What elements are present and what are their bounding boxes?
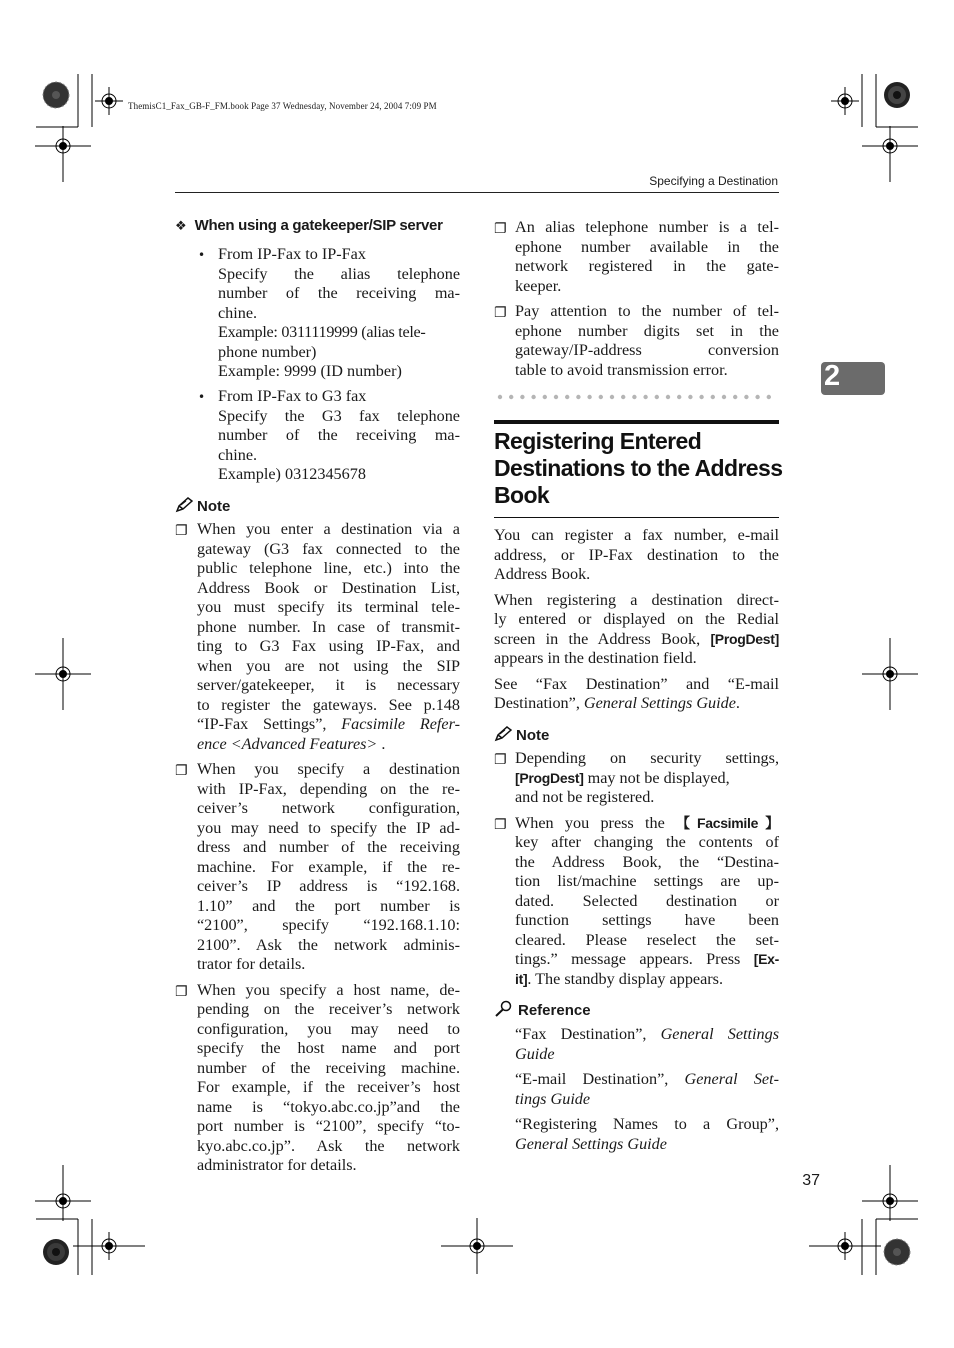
para-line: You can register a fax number, e-mail: [494, 526, 779, 544]
ref-line: [515, 1025, 779, 1045]
note-line: network registered in the gate-: [515, 257, 779, 275]
separator-dot: [587, 395, 591, 399]
chapter-tab: [821, 362, 885, 395]
separator-dot: [610, 395, 614, 399]
para-line: appears in the destination field.: [494, 649, 697, 667]
note-line: the Address Book, the “Destina-: [515, 852, 779, 871]
bullet-line: chine.: [218, 303, 258, 322]
ref-line: [515, 1115, 779, 1135]
separator-dot: [498, 395, 502, 399]
note-line: trator for details.: [197, 955, 306, 973]
note-line: keeper.: [515, 276, 562, 295]
bullet-line: phone number): [218, 342, 317, 361]
header-rule: [175, 192, 779, 193]
note-line: table to avoid transmission error.: [515, 360, 728, 379]
reference-item: [515, 1025, 779, 1064]
bullet-head: From IP-Fax to IP-Fax: [218, 245, 366, 263]
note-line: [515, 970, 779, 990]
para-line: [494, 630, 779, 650]
note-text: tings.” message appears. Press: [515, 950, 754, 968]
note-line: phone number. In case of transmit-: [197, 617, 460, 636]
note-line: ceiver’s IP address is “192.168.: [197, 877, 460, 895]
note-item: [494, 218, 779, 296]
bullet-item-ipfax-to-ipfax: [198, 245, 460, 382]
note-line: configuration, you may need to: [197, 1019, 460, 1038]
section-rule-bottom: [494, 517, 779, 518]
note-text: may not be displayed,: [583, 768, 730, 787]
para-line: Address Book.: [494, 565, 591, 583]
note-line: Address Book or Destination List,: [197, 578, 460, 597]
note-line: tion list/machine settings are up-: [515, 872, 779, 890]
note-line: dress and number of the receiving: [197, 838, 460, 856]
bullet-item-ipfax-to-g3: [198, 387, 460, 485]
note-line: you must specify its terminal tele-: [197, 598, 460, 616]
bullet-line: number of the receiving ma-: [218, 426, 460, 444]
separator-dot: [744, 395, 748, 399]
note-line: When you specify a destination: [197, 760, 460, 778]
page-number: 37: [802, 1172, 820, 1189]
magnifier-reference-icon: [494, 1000, 514, 1018]
bullet-line: chine.: [218, 445, 258, 464]
note-heading: [175, 497, 230, 516]
exit-key-label: it]: [515, 970, 528, 987]
reference-list: [515, 1025, 779, 1154]
facsimile-key-label: 【Facsimile】: [676, 814, 779, 831]
separator-dot: [733, 395, 737, 399]
ref-line: Guide: [515, 1044, 555, 1063]
bullet-line: Example) 0312345678: [218, 465, 366, 483]
note-line: ephone number digits set in the: [515, 321, 779, 340]
note-line: [197, 715, 460, 735]
para-line: [494, 694, 779, 714]
reference-item: [515, 1115, 779, 1154]
section-rule-top: [494, 420, 779, 424]
file-info: ThemisC1_Fax_GB-F_FM.book Page 37 Wednesday, November 24, 2004 7:09 PM: [128, 101, 437, 111]
xref-text: “IP-Fax Settings”,: [197, 715, 342, 733]
note-line: when you are not using the SIP: [197, 656, 460, 675]
separator-dot: [576, 395, 580, 399]
note-line: name is “tokyo.abc.co.jp”and the: [197, 1097, 460, 1116]
section-title-line: Book: [494, 482, 550, 508]
separator-dot: [699, 395, 703, 399]
note-line: 1.10” and the port number is: [197, 896, 460, 915]
separator-dot: [643, 395, 647, 399]
note-line: 2100”. Ask the network adminis-: [197, 935, 460, 954]
paragraph: [494, 675, 779, 714]
note-line: ephone number available in the: [515, 237, 779, 256]
bullet-line: number of the receiving ma-: [218, 284, 460, 302]
ref-line: General Settings Guide: [515, 1134, 667, 1153]
pencil-note-icon: [175, 497, 193, 513]
diamond-bullet-icon: ❖: [175, 219, 187, 234]
para-text: Destination”,: [494, 694, 584, 712]
note-line: key after changing the contents of: [515, 833, 779, 851]
note-line: ceiver’s network configuration,: [197, 799, 460, 817]
note-line: ting to G3 Fax using IP-Fax, and: [197, 637, 460, 655]
para-line: address, or IP-Fax destination to the: [494, 545, 779, 564]
bullet-line: Specify the G3 fax telephone: [218, 406, 460, 425]
note-line: When you enter a destination via a: [197, 520, 460, 538]
note-list-right: [494, 749, 779, 989]
note-heading: [494, 726, 549, 745]
note-line: dated. Selected destination or: [515, 891, 779, 910]
checkbox-bullet-icon: ❐: [494, 305, 507, 321]
checkbox-bullet-icon: ❐: [175, 763, 188, 779]
section-body: [494, 526, 779, 714]
section-title: [494, 428, 784, 509]
separator-dot: [677, 395, 681, 399]
section-title-line: Registering Entered: [494, 428, 702, 454]
note-line: An alias telephone number is a tel-: [515, 218, 779, 236]
checkbox-bullet-icon: ❐: [494, 816, 507, 833]
note-item: [175, 760, 460, 975]
progdest-key-label: [ProgDest]: [515, 769, 584, 786]
running-head: Specifying a Destination: [649, 174, 778, 188]
separator-dot: [621, 395, 625, 399]
note-item: [494, 814, 779, 990]
chapter-number: 2: [824, 360, 841, 392]
note-line: When you specify a host name, de-: [197, 980, 460, 999]
note-line: with IP-Fax, depending on the re-: [197, 779, 460, 798]
note-line: you may need to specify the IP ad-: [197, 818, 460, 837]
note-line: machine. For example, if the re-: [197, 857, 460, 876]
note-line: server/gatekeeper, it is necessary: [197, 676, 460, 694]
note-list-left: [175, 520, 460, 1176]
note-line: function settings have been: [515, 911, 779, 929]
note-text: . The standby display appears.: [527, 969, 724, 988]
xref-guide: ence <Advanced Features>: [197, 734, 378, 753]
note-item: [494, 749, 779, 808]
separator-dot: [509, 395, 513, 399]
section-title-line: Destinations to the Address: [494, 455, 783, 481]
para-line: When registering a destination direct-: [494, 590, 779, 609]
note-line: pending on the receiver’s network: [197, 1000, 460, 1018]
separator-dot: [722, 395, 726, 399]
note-line: Depending on security settings,: [515, 749, 779, 767]
separator-dot: [688, 395, 692, 399]
note-line: to register the gateways. See p.148: [197, 695, 460, 714]
note-list-right-top: [494, 218, 779, 380]
separator-dot: [531, 395, 535, 399]
separator-dot: [554, 395, 558, 399]
bullet-dot-icon: •: [198, 390, 206, 404]
progdest-key-label: [ProgDest]: [710, 630, 779, 647]
separator-dot: [767, 395, 771, 399]
separator-dot: [565, 395, 569, 399]
separator-dot: [755, 395, 759, 399]
para-line: ly entered or displayed on the Redial: [494, 610, 779, 628]
note-line: [515, 769, 779, 789]
note-item: [175, 520, 460, 754]
dotted-separator: [496, 393, 779, 401]
separator-dot: [520, 395, 524, 399]
reference-label: Reference: [518, 1002, 591, 1019]
paragraph: [494, 526, 779, 585]
note-line: port number is “2100”, specify “to-: [197, 1117, 460, 1135]
note-line: public telephone line, etc.) into the: [197, 559, 460, 577]
note-line: gateway/IP-address conversion: [515, 341, 779, 359]
note-line: number of the receiving machine.: [197, 1058, 460, 1077]
reference-heading: [494, 1000, 591, 1020]
bullet-line: Specify the alias telephone: [218, 264, 460, 283]
ref-guide: General Settings: [660, 1025, 779, 1043]
checkbox-bullet-icon: ❐: [494, 221, 507, 237]
bullet-head: From IP-Fax to G3 fax: [218, 387, 367, 405]
ref-text: “Fax Destination”,: [515, 1025, 661, 1043]
note-line: “2100”, specify “192.168.1.10:: [197, 916, 460, 934]
pencil-note-icon: [494, 726, 512, 742]
note-line: Pay attention to the number of tel-: [515, 302, 779, 320]
bullet-line: Example: 0311119999 (alias tele-: [218, 323, 426, 341]
para-line: See “Fax Destination” and “E-mail: [494, 674, 779, 693]
separator-dot: [711, 395, 715, 399]
note-line: administrator for details.: [197, 1156, 357, 1174]
separator-dot: [666, 395, 670, 399]
note-item: [494, 302, 779, 380]
subsection-title: When using a gatekeeper/SIP server: [194, 217, 443, 234]
paragraph: [494, 591, 779, 669]
note-line: For example, if the receiver’s host: [197, 1078, 460, 1096]
separator-dot: [655, 395, 659, 399]
separator-dot: [632, 395, 636, 399]
note-line: [197, 735, 460, 755]
note-text: When you press the: [515, 813, 677, 832]
checkbox-bullet-icon: ❐: [175, 523, 188, 539]
note-line: and not be registered.: [515, 788, 655, 806]
para-text: .: [735, 694, 740, 712]
note-line: [515, 950, 779, 970]
para-text: screen in the Address Book,: [494, 629, 711, 648]
checkbox-bullet-icon: ❐: [494, 752, 507, 768]
xref-guide: General Settings Guide: [583, 694, 736, 712]
xref-text: .: [377, 734, 386, 753]
note-line: gateway (G3 fax connected to the: [197, 539, 460, 558]
note-line: specify the host name and port: [197, 1039, 460, 1057]
ref-line: [515, 1070, 779, 1090]
note-line: cleared. Please reselect the set-: [515, 930, 779, 949]
note-line: [515, 814, 779, 834]
separator-dot: [543, 395, 547, 399]
ref-text: “Registering Names to a Group”,: [515, 1115, 779, 1133]
exit-key-label: [Ex-: [753, 951, 779, 967]
subsection-heading: [175, 217, 465, 235]
note-line: kyo.abc.co.jp”. Ask the network: [197, 1136, 460, 1155]
ref-guide: General Set-: [684, 1070, 779, 1088]
note-item: [175, 981, 460, 1176]
xref-guide: Facsimile Refer-: [341, 715, 460, 733]
note-label: Note: [197, 498, 231, 515]
ref-line: tings Guide: [515, 1089, 591, 1108]
checkbox-bullet-icon: ❐: [175, 983, 188, 1000]
bullet-line: Example: 9999 (ID number): [218, 362, 402, 380]
note-label: Note: [516, 727, 550, 744]
separator-dot: [599, 395, 603, 399]
ref-text: “E-mail Destination”,: [515, 1070, 685, 1088]
reference-item: [515, 1070, 779, 1109]
bullet-dot-icon: •: [198, 248, 206, 262]
